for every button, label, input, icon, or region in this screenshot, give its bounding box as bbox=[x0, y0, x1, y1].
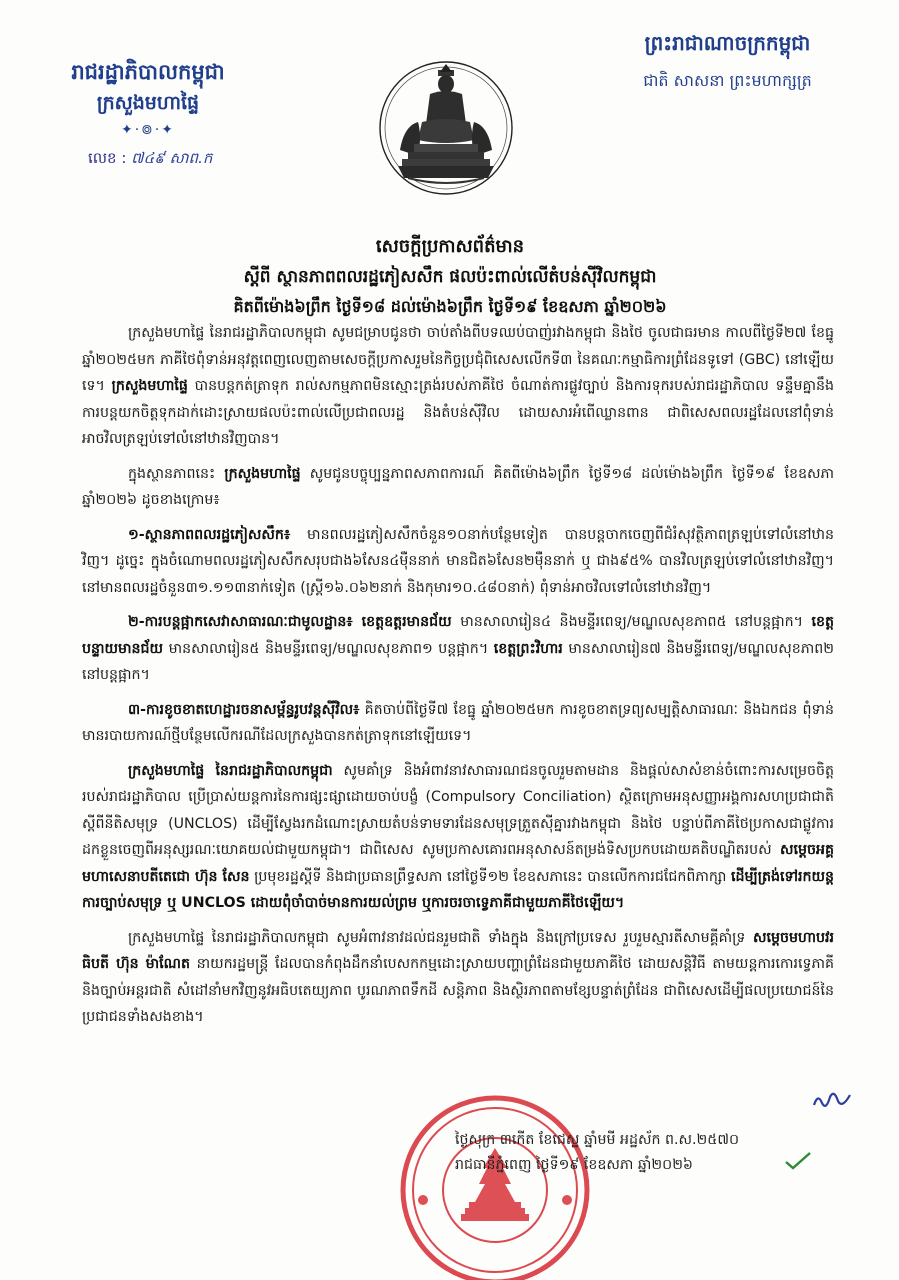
paragraph-text: នៃរាជរដ្ឋាភិបាលកម្ពុជា សូមអំពាវនាវដល់ជនរួមជាតិ ទាំងក្នុង និងក្រៅប្រទេស រួបរួមស្មារតីសាមគ្គីគាំទ្រ bbox=[204, 929, 753, 946]
paragraph-text: មានពលរដ្ឋភៀសសឹកចំនួន១០នាក់បន្ថែមទៀត បានបន្តចាកចេញពីជំរំសុវត្ថិភាពត្រឡប់ទៅលំនៅឋានវិញ។ ដូច្នេះ ក្នុងចំណោមពលរដ្ឋភៀសសឹកសរុបជាង៦សែន៤ម៉ឺននាក់ មានជិត៦សែន២ម៉ឺននាក់ ឬ ជាង៩៥% បានវិលត្រឡប់ទៅលំនៅឋានវិញ។ នៅមានពលរដ្ឋចំនួន៣១.១១៣នាក់ទៀត (ស្ត្រី១៦.០៦២នាក់ និងកុមារ១០.៤៨០នាក់) ពុំទាន់អាចវិលទៅលំនៅឋានវិញ។ bbox=[82, 526, 834, 596]
section-heading-services: ២-ការបន្តផ្អាកសេវាសាធារណៈជាមូលដ្ឋាន៖ ខេត្តឧត្តរមានជ័យ bbox=[128, 614, 452, 630]
header-left-block bbox=[48, 58, 248, 168]
section-heading-refugees: ១-ស្ថានភាពពលរដ្ឋភៀសសឹក៖ bbox=[128, 526, 291, 543]
document-title: សេចក្តីប្រកាសព័ត៌មាន bbox=[375, 236, 525, 257]
paragraph-damage bbox=[82, 697, 834, 750]
paragraph-text: នាយករដ្ឋមន្ត្រី ដែលបានកំពុងដឹកនាំបេសកកម្មដោះស្រាយបញ្ហាព្រំដែនជាមួយភាគីថៃ ដោយសន្តិវិធី តាមយន្តការកោរទ្វេភាគី និងច្បាប់អន្តរជាតិ សំដៅនាំមកវិញនូវអធិបតេយ្យភាព បូរណភាពទឹកដី សន្តិភាព និងស្ថិរភាពតាមខ្សែបន្ទាត់ព្រំដែន ជាពិសេសដើម្បីផលប្រយោជន៍នៃប្រជាជនទាំងសងខាង។ bbox=[82, 956, 834, 1025]
paragraph-refugees bbox=[82, 522, 834, 602]
paragraph-appeal bbox=[82, 925, 834, 1031]
header-right-block bbox=[595, 28, 860, 94]
document-number bbox=[48, 148, 248, 168]
section-heading-damage: ៣-ការខូចខាតហេដ្ឋារចនាសម្ព័ន្ធរូបវន្តស៊ីវិល៖ bbox=[128, 701, 360, 718]
ministry-seal-icon bbox=[395, 1090, 595, 1280]
document-title-block bbox=[90, 232, 810, 322]
date-block bbox=[455, 1128, 875, 1178]
paragraph-intro bbox=[82, 320, 834, 453]
province-banteay-meanchey: ខេត្តបន្ទាយមានជ័យ bbox=[82, 614, 834, 657]
province-preah-vihear: ខេត្តព្រះវិហារ bbox=[493, 640, 563, 657]
person-hun-sen: សម្តេចអគ្គមហាសេនាបតីតេជោ ហ៊ុន សែន bbox=[82, 842, 834, 885]
paragraph-text: គិតចាប់ពីថ្ងៃទី៧ ខែធ្នូ ឆ្នាំ២០២៥មក ការខូចខាតទ្រព្យសម្បត្តិសាធារណៈ និងឯកជន ពុំទាន់មានរបាយការណ៍ថ្មីបន្ថែមលើករណីដែលក្រសួងបានកត់ត្រាទុកនៅឡើយទេ។ bbox=[82, 701, 834, 744]
ministry-lead: ក្រសួងមហាផ្ទៃ bbox=[128, 929, 205, 946]
ministry-bold: ក្រសួងមហាផ្ទៃ bbox=[111, 378, 188, 394]
ministry-lead: ក្រសួងមហាផ្ទៃ bbox=[128, 325, 205, 341]
paragraph-text: មានសាលារៀន៥ និងមន្ទីរពេទ្យ/មណ្ឌលសុខភាព១ បន្តផ្អាក។ bbox=[163, 640, 494, 657]
paragraph-text: មានសាលារៀន៧ និងមន្ទីរពេទ្យ/មណ្ឌលសុខភាព២ នៅបន្តផ្អាក។ bbox=[82, 640, 834, 683]
paragraph-text: សូមជូនបច្ចុប្បន្នភាពសភាពការណ៍ គិតពីម៉ោង៦ព្រឹក ថ្ងៃទី១៨ ដល់ម៉ោង៦ព្រឹក ថ្ងៃទី១៩ ខែឧសភា ឆ្នាំ២០២៦ ដូចខាងក្រោម៖ bbox=[82, 465, 835, 508]
ministry-name: ក្រសួងមហាផ្ទៃ bbox=[96, 92, 200, 114]
ministry-bold: ក្រសួងមហាផ្ទៃ bbox=[224, 465, 301, 482]
paragraph-text: នៃរាជរដ្ឋាភិបាលកម្ពុជា សូមជម្រាបជូនថា ចាប់តាំងពីបទឈប់បាញ់រវាងកម្ពុជា និងថៃ ចូលជាធរមាន កាលពីថ្ងៃទី២៧ ខែធ្នូ ឆ្នាំ២០២៥មក ភាគីថៃពុំទាន់អនុវត្តពេញលេញតាមសេចក្តីប្រកាសរួមនៃកិច្ចប្រជុំពិសេសលើកទី៣ នៃគណៈកម្មាធិការព្រំដែនទូទៅ (GBC) នៅឡើយទេ។ bbox=[82, 325, 834, 394]
ministry-bold: ក្រសួងមហាផ្ទៃ នៃរាជរដ្ឋាភិបាលកម្ពុជា bbox=[128, 762, 333, 779]
paragraph-text: មានសាលារៀន៤ និងមន្ទីរពេទ្យ/មណ្ឌលសុខភាព៥ នៅបន្តផ្អាក។ bbox=[451, 614, 812, 630]
document-number-suffix: សាព.ក bbox=[169, 149, 213, 167]
kingdom-name: ព្រះរាជាណាចក្រកម្ពុជា bbox=[644, 31, 811, 55]
lunar-date: ថ្ងៃសុក្រ ៣កើត ខែជេស្ឋ ឆ្នាំមមី អដ្ឋស័ក ព.ស.២៥៧០ bbox=[455, 1132, 740, 1148]
document-period: គិតពីម៉ោង៦ព្រឹក ថ្ងៃទី១៨ ដល់ម៉ោង៦ព្រឹក ថ្ងៃទី១៩ ខែឧសភា ឆ្នាំ២០២៦ bbox=[233, 297, 667, 316]
paragraph-unclos bbox=[82, 758, 834, 917]
paragraph-public-services bbox=[82, 609, 834, 689]
unclos-statement: ដើម្បីត្រង់ទៅរកយន្តការច្បាប់សមុទ្រ ឬ UNCLOS ដោយពុំចាំបាច់មានការយល់ព្រម ឬការចរចាទ្វេភាគីជាមួយភាគីថៃឡើយ។ bbox=[82, 868, 834, 911]
paragraph-situation bbox=[82, 461, 834, 514]
paragraph-text: ប្រមុខរដ្ឋស្តីទី និងជាប្រធានព្រឹទ្ធសភា នៅថ្ងៃទី១២ ខែឧសភានេះ បានលើកការជជែកពិភាក្សា bbox=[249, 868, 731, 885]
signature-initial-icon bbox=[810, 1085, 854, 1115]
national-motto: ជាតិ សាសនា ព្រះមហាក្សត្រ bbox=[643, 71, 812, 90]
document-number-prefix: លេខ : bbox=[88, 149, 127, 167]
paragraph-text: ក្នុងស្ថានភាពនេះ bbox=[128, 465, 225, 482]
person-hun-manet: សម្តេចមហាបវរធិបតី ហ៊ុន ម៉ាណែត bbox=[82, 929, 834, 972]
royal-emblem-icon bbox=[378, 60, 514, 196]
paragraph-text: សូមគាំទ្រ និងអំពាវនាវសាធារណជនចូលរួមតាមដាន និងផ្តល់សាសំខាន់ចំពោះការសម្រេចចិត្តរបស់រាជរដ្ឋាភិបាល ប្រើប្រាស់យន្តការនៃការផ្សះផ្សាដោយចាប់បង្ខំ (Compulsory Conciliation) ស្ថិតក្រោមអនុសញ្ញាអង្គការសហប្រជាជាតិស្តីពីនីតិសមុទ្រ (UNCLOS) ដើម្បីស្វែងរកដំណោះស្រាយតំបន់ទាមទារដែនសមុទ្រត្រួតស៊ីគ្នារវាងកម្ពុជា និងថៃ បន្ទាប់ពីភាគីថៃប្រកាសជាផ្លូវការ ដកខ្លួនចេញពីអនុស្សរណៈយោគយល់ជាមួយកម្ពុជា។ ជាពិសេស សូមប្រកាសគោរពអនុសាសន៍តម្រង់ទិសប្រកបដោយគតិបណ្ឌិតរបស់ bbox=[82, 762, 834, 858]
document-number-value: ៧៤៩ bbox=[131, 149, 165, 167]
government-name: រាជរដ្ឋាភិបាលកម្ពុជា bbox=[71, 59, 225, 84]
document-body bbox=[82, 320, 834, 1039]
header-ornament: ✦·៙·✦ bbox=[121, 122, 175, 138]
paragraph-text: បានបន្តកត់ត្រាទុក រាល់សកម្មភាពមិនស្មោះត្រង់របស់ភាគីថៃ ចំណាត់ការផ្លូវច្បាប់ និងការទុករបស់រាជរដ្ឋាភិបាល ទន្ទឹមគ្នានឹងការបន្តយកចិត្តទុកដាក់ដោះស្រាយផលប៉ះពាល់លើប្រជាពលរដ្ឋ និងតំបន់ស៊ីវិល ដោយសារអំពើឈ្លានពាន ជាពិសេសពលរដ្ឋដែលនៅពុំទាន់អាចវិលត្រឡប់ទៅលំនៅឋានវិញបាន។ bbox=[82, 378, 834, 447]
place-date: រាជធានីភ្នំពេញ ថ្ងៃទី១៩ ខែឧសភា ឆ្នាំ២០២៦ bbox=[455, 1157, 693, 1173]
document-subject: ស្តីពី ស្ថានភាពពលរដ្ឋភៀសសឹក ផលប៉ះពាល់លើតំបន់ស៊ីវិលកម្ពុជា bbox=[243, 267, 657, 287]
